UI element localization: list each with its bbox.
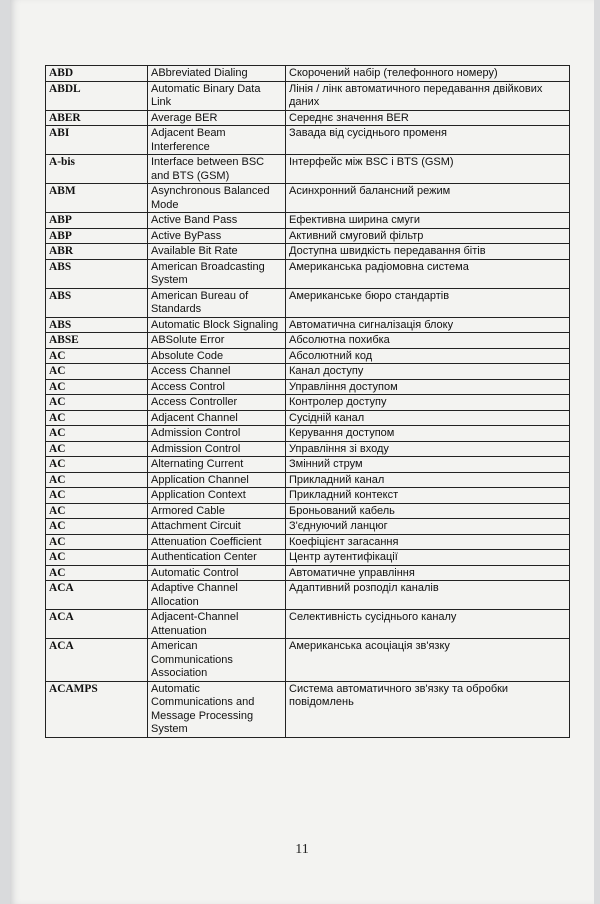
abbreviation-cell: AC (46, 379, 148, 395)
english-term-cell: Automatic Communications and Message Processing System (148, 681, 286, 737)
abbreviation-cell: AC (46, 395, 148, 411)
table-row (46, 503, 570, 519)
english-term-cell: Automatic Binary Data Link (148, 81, 286, 110)
english-term-cell: Authentication Center (148, 550, 286, 566)
abbreviation-cell: ABD (46, 66, 148, 82)
abbreviation-cell: ABS (46, 288, 148, 317)
ukrainian-translation-cell: Центр аутентифікації (286, 550, 570, 566)
table-row (46, 581, 570, 610)
table-row (46, 488, 570, 504)
table-row (46, 155, 570, 184)
ukrainian-translation-cell: Система автоматичного зв'язку та обробки повідомлень (286, 681, 570, 737)
english-term-cell: Attenuation Coefficient (148, 534, 286, 550)
english-term-cell: Asynchronous Balanced Mode (148, 184, 286, 213)
english-term-cell: American Bureau of Standards (148, 288, 286, 317)
ukrainian-translation-cell: Інтерфейс між BSC і BTS (GSM) (286, 155, 570, 184)
abbreviation-cell: AC (46, 472, 148, 488)
table-row (46, 213, 570, 229)
english-term-cell: Adjacent Channel (148, 410, 286, 426)
ukrainian-translation-cell: Прикладний контекст (286, 488, 570, 504)
english-term-cell: Adaptive Channel Allocation (148, 581, 286, 610)
abbreviation-cell: AC (46, 410, 148, 426)
table-row (46, 472, 570, 488)
ukrainian-translation-cell: Прикладний канал (286, 472, 570, 488)
abbreviation-cell: ABSE (46, 333, 148, 349)
table-row (46, 317, 570, 333)
abbreviation-cell: AC (46, 534, 148, 550)
ukrainian-translation-cell: Канал доступу (286, 364, 570, 380)
ukrainian-translation-cell: Керування доступом (286, 426, 570, 442)
ukrainian-translation-cell: Доступна швидкість передавання бітів (286, 244, 570, 260)
abbreviation-cell: ABR (46, 244, 148, 260)
ukrainian-translation-cell: Асинхронний балансний режим (286, 184, 570, 213)
ukrainian-translation-cell: Американська радіомовна система (286, 259, 570, 288)
english-term-cell: Automatic Control (148, 565, 286, 581)
abbreviation-cell: AC (46, 503, 148, 519)
document-page (10, 0, 594, 904)
ukrainian-translation-cell: Управління зі входу (286, 441, 570, 457)
ukrainian-translation-cell: Селективність сусіднього каналу (286, 610, 570, 639)
table-row (46, 534, 570, 550)
ukrainian-translation-cell: Управління доступом (286, 379, 570, 395)
ukrainian-translation-cell: Броньований кабель (286, 503, 570, 519)
table-row (46, 333, 570, 349)
abbreviation-cell: ABS (46, 259, 148, 288)
abbreviation-cell: ABI (46, 126, 148, 155)
table-row (46, 110, 570, 126)
english-term-cell: Access Control (148, 379, 286, 395)
table-row (46, 364, 570, 380)
english-term-cell: Armored Cable (148, 503, 286, 519)
abbreviation-cell: A-bis (46, 155, 148, 184)
ukrainian-translation-cell: Американська асоціація зв'язку (286, 639, 570, 682)
abbreviation-cell: ABM (46, 184, 148, 213)
abbreviation-cell: ACAMPS (46, 681, 148, 737)
english-term-cell: Attachment Circuit (148, 519, 286, 535)
table-row (46, 457, 570, 473)
ukrainian-translation-cell: Контролер доступу (286, 395, 570, 411)
abbreviation-cell: AC (46, 364, 148, 380)
ukrainian-translation-cell: Середнє значення BER (286, 110, 570, 126)
table-row (46, 228, 570, 244)
table-row (46, 395, 570, 411)
english-term-cell: Admission Control (148, 426, 286, 442)
english-term-cell: Alternating Current (148, 457, 286, 473)
ukrainian-translation-cell: Автоматична сигналізація блоку (286, 317, 570, 333)
page-number: 11 (295, 842, 309, 857)
english-term-cell: Application Channel (148, 472, 286, 488)
abbreviation-cell: ABS (46, 317, 148, 333)
english-term-cell: American Broadcasting System (148, 259, 286, 288)
ukrainian-translation-cell: Лінія / лінк автоматичного передавання двійкових даних (286, 81, 570, 110)
ukrainian-translation-cell: З'єднуючий ланцюг (286, 519, 570, 535)
table-row (46, 410, 570, 426)
abbreviation-cell: ABP (46, 213, 148, 229)
english-term-cell: Active Band Pass (148, 213, 286, 229)
table-row (46, 244, 570, 260)
table-row (46, 681, 570, 737)
ukrainian-translation-cell: Американське бюро стандартів (286, 288, 570, 317)
table-row (46, 348, 570, 364)
table-row (46, 426, 570, 442)
english-term-cell: ABbreviated Dialing (148, 66, 286, 82)
abbreviation-cell: ABER (46, 110, 148, 126)
abbreviation-cell: ACA (46, 581, 148, 610)
ukrainian-translation-cell: Активний смуговий фільтр (286, 228, 570, 244)
glossary-table (45, 65, 570, 738)
table-row (46, 639, 570, 682)
abbreviation-cell: ACA (46, 639, 148, 682)
ukrainian-translation-cell: Ефективна ширина смуги (286, 213, 570, 229)
english-term-cell: Admission Control (148, 441, 286, 457)
table-row (46, 379, 570, 395)
english-term-cell: Available Bit Rate (148, 244, 286, 260)
english-term-cell: Access Channel (148, 364, 286, 380)
table-row (46, 519, 570, 535)
table-row (46, 184, 570, 213)
ukrainian-translation-cell: Завада від сусіднього променя (286, 126, 570, 155)
table-row (46, 565, 570, 581)
english-term-cell: American Communications Association (148, 639, 286, 682)
glossary-body (46, 66, 570, 738)
ukrainian-translation-cell: Сусідній канал (286, 410, 570, 426)
table-row (46, 610, 570, 639)
abbreviation-cell: AC (46, 457, 148, 473)
table-row (46, 259, 570, 288)
english-term-cell: Adjacent Beam Interference (148, 126, 286, 155)
abbreviation-cell: ABP (46, 228, 148, 244)
ukrainian-translation-cell: Адаптивний розподіл каналів (286, 581, 570, 610)
ukrainian-translation-cell: Коефіцієнт загасання (286, 534, 570, 550)
abbreviation-cell: AC (46, 519, 148, 535)
abbreviation-cell: ACA (46, 610, 148, 639)
english-term-cell: Active ByPass (148, 228, 286, 244)
abbreviation-cell: AC (46, 550, 148, 566)
table-row (46, 550, 570, 566)
table-row (46, 288, 570, 317)
english-term-cell: Application Context (148, 488, 286, 504)
english-term-cell: Interface between BSC and BTS (GSM) (148, 155, 286, 184)
ukrainian-translation-cell: Скорочений набір (телефонного номеру) (286, 66, 570, 82)
abbreviation-cell: AC (46, 348, 148, 364)
table-row (46, 81, 570, 110)
english-term-cell: Automatic Block Signaling (148, 317, 286, 333)
ukrainian-translation-cell: Абсолютна похибка (286, 333, 570, 349)
ukrainian-translation-cell: Змінний струм (286, 457, 570, 473)
english-term-cell: Access Controller (148, 395, 286, 411)
table-row (46, 126, 570, 155)
abbreviation-cell: ABDL (46, 81, 148, 110)
table-row (46, 441, 570, 457)
ukrainian-translation-cell: Автоматичне управління (286, 565, 570, 581)
abbreviation-cell: AC (46, 426, 148, 442)
english-term-cell: Average BER (148, 110, 286, 126)
english-term-cell: Adjacent-Channel Attenuation (148, 610, 286, 639)
abbreviation-cell: AC (46, 441, 148, 457)
abbreviation-cell: AC (46, 488, 148, 504)
ukrainian-translation-cell: Абсолютний код (286, 348, 570, 364)
table-row (46, 66, 570, 82)
english-term-cell: ABSolute Error (148, 333, 286, 349)
english-term-cell: Absolute Code (148, 348, 286, 364)
abbreviation-cell: AC (46, 565, 148, 581)
